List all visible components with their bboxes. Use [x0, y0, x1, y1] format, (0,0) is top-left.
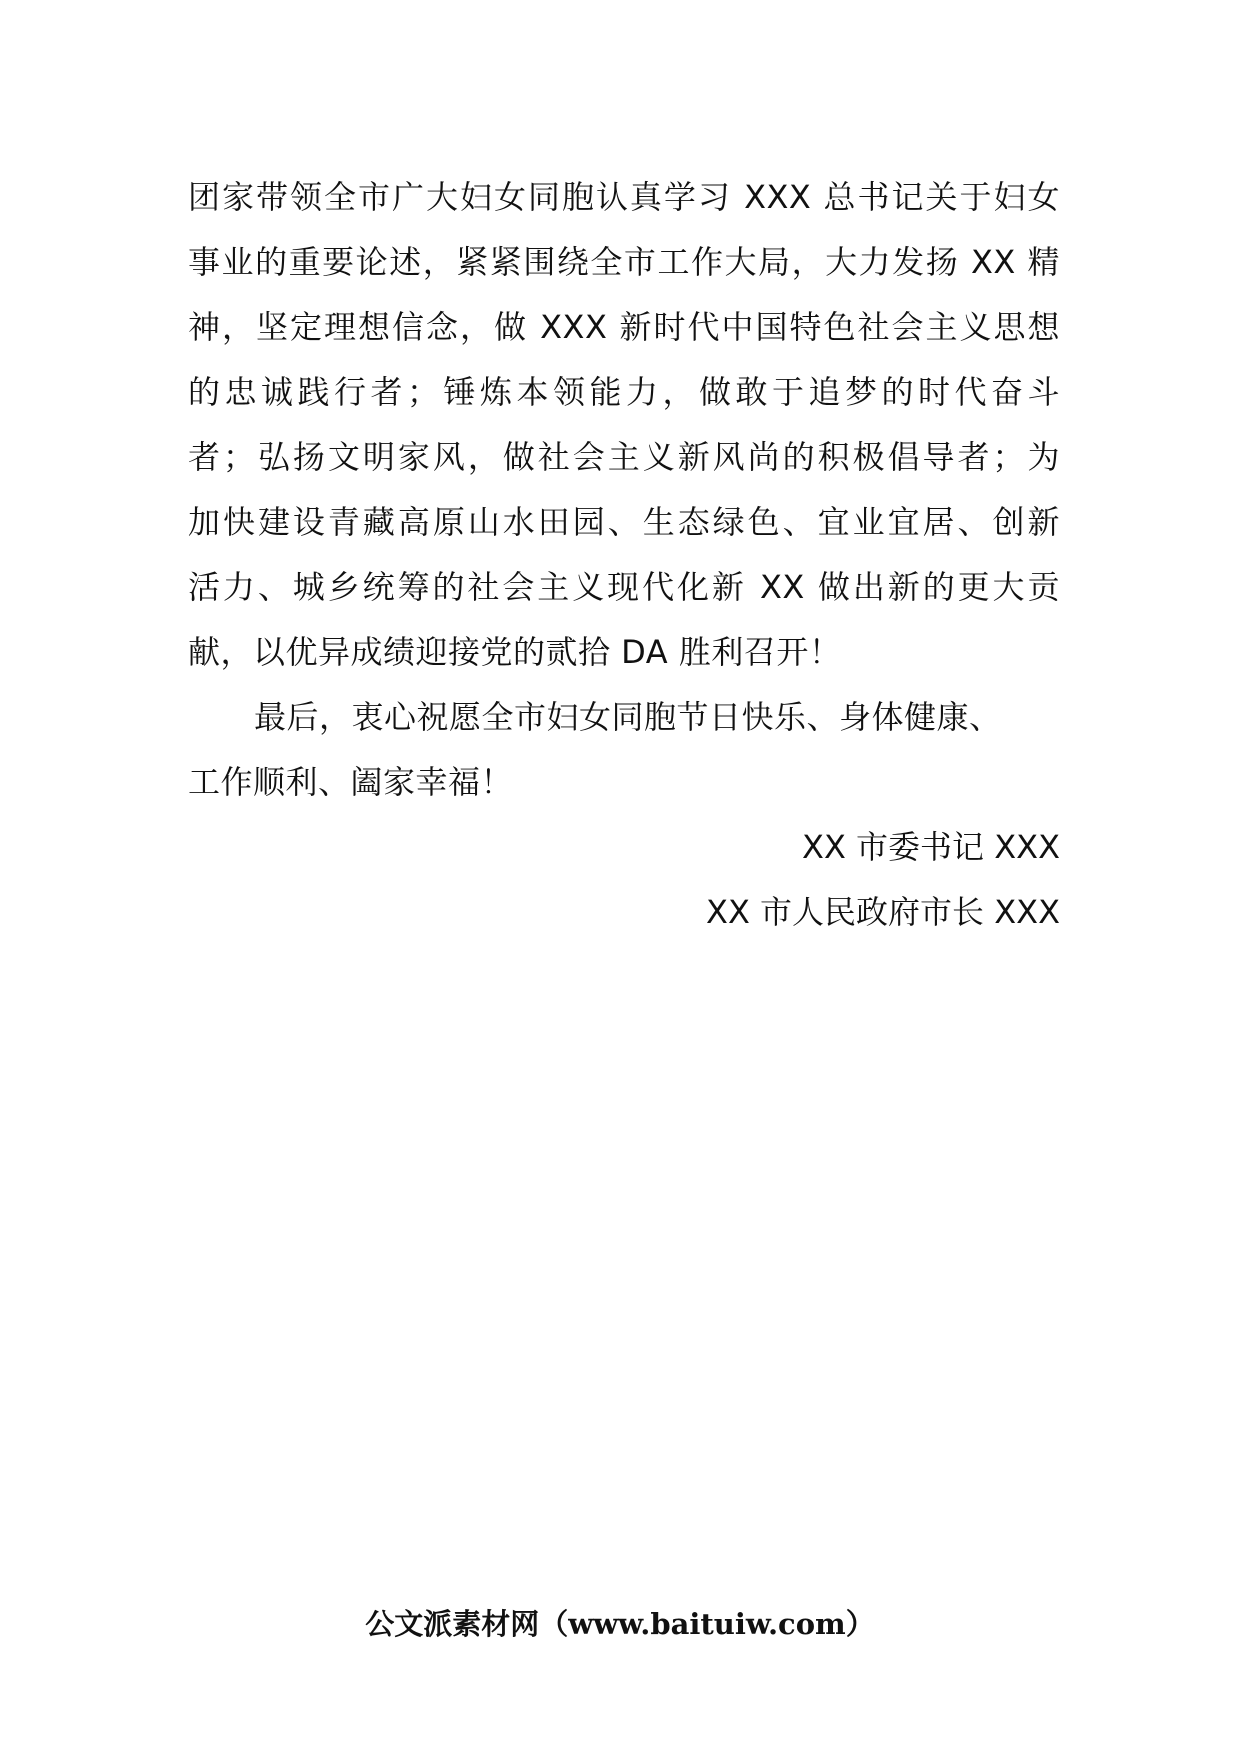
- paragraph-1-line-6: 加快建设青藏高原山水田园、生态绿色、宜业宜居、创新: [188, 503, 1060, 541]
- paragraph-1-line-4: 的忠诚践行者；锤炼本领能力，做敢于追梦的时代奋斗: [188, 373, 1060, 411]
- paragraph-1-line-3: 神，坚定理想信念，做 XXX 新时代中国特色社会主义思想: [188, 308, 1060, 346]
- paragraph-1-line-5: 者；弘扬文明家风，做社会主义新风尚的积极倡导者；为: [188, 438, 1060, 476]
- signature-block: [706, 815, 1060, 945]
- paragraph-1-line-7: 活力、城乡统筹的社会主义现代化新 XX 做出新的更大贡: [188, 568, 1060, 606]
- document-body: [188, 165, 1060, 815]
- paragraph-1-line-2: 事业的重要论述，紧紧围绕全市工作大局，大力发扬 XX 精: [188, 243, 1060, 281]
- paragraph-2-line-2: 工作顺利、阖家幸福！: [188, 763, 514, 801]
- paragraph-1-line-1: 团家带领全市广大妇女同胞认真学习 XXX 总书记关于妇女: [188, 178, 1060, 216]
- footer-watermark: 公文派素材网（www.baituiw.com）: [365, 1607, 875, 1641]
- signature-mayor: XX 市人民政府市长 XXX: [706, 893, 1060, 931]
- paragraph-2-line-1: 最后，衷心祝愿全市妇女同胞节日快乐、身体健康、: [254, 698, 1002, 736]
- signature-party-secretary: XX 市委书记 XXX: [802, 828, 1060, 866]
- paragraph-1-line-8: 献，以优异成绩迎接党的贰拾 DA 胜利召开！: [188, 633, 842, 671]
